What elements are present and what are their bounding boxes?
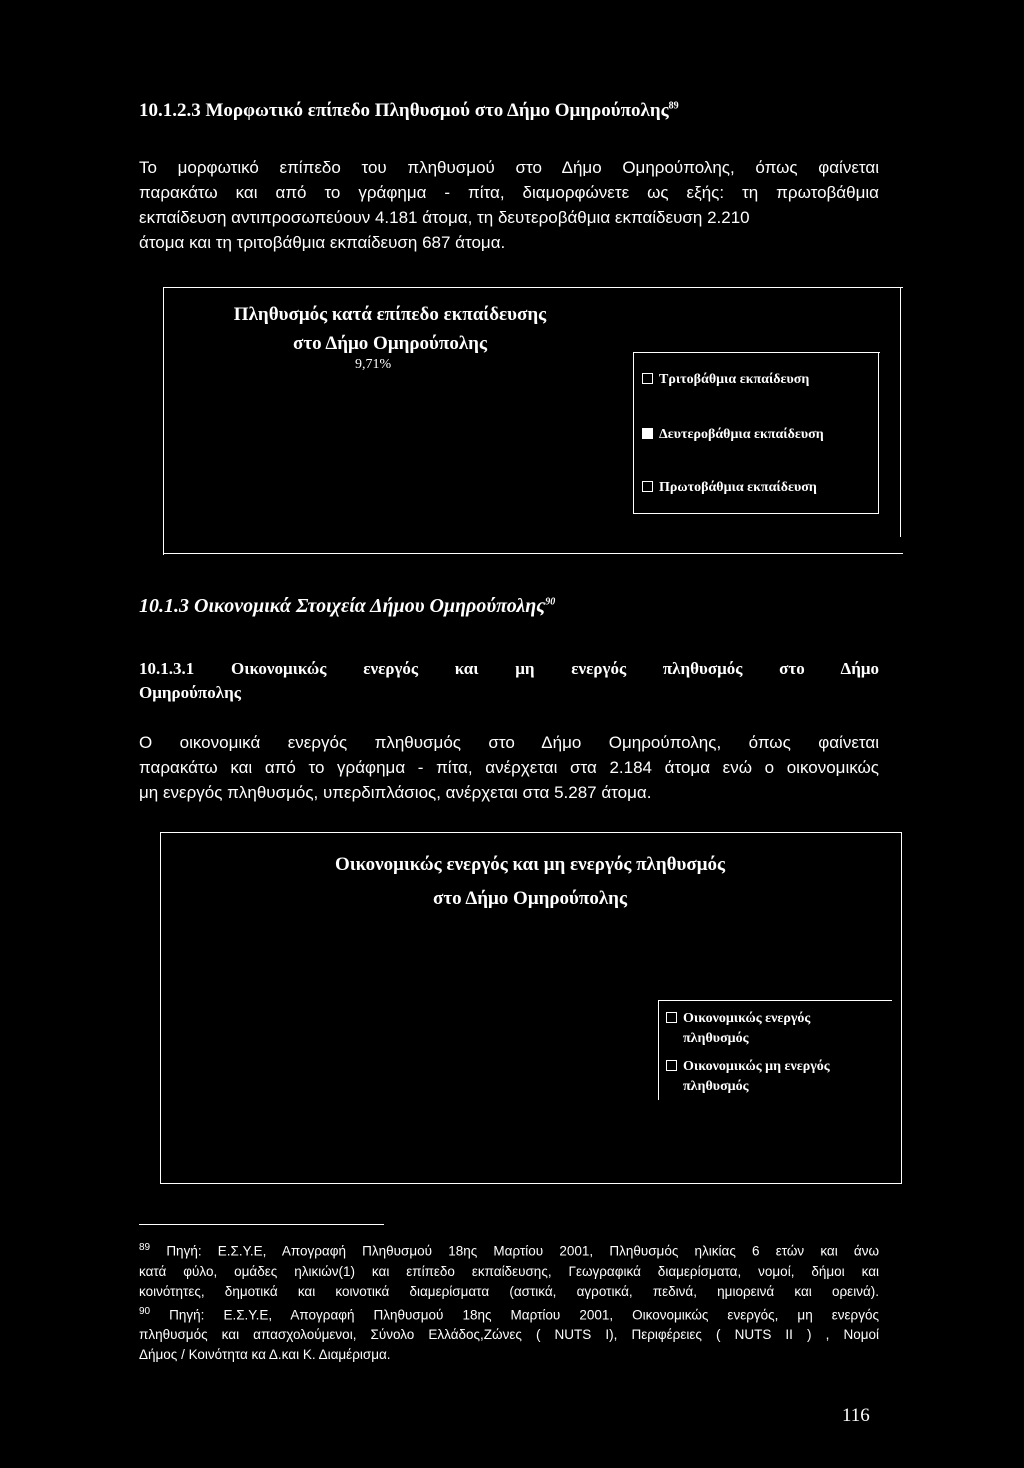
chart-title-line: Πληθυσμός κατά επίπεδο εκπαίδευσης (233, 304, 547, 325)
legend-label: Πρωτοβάθμια εκπαίδευση (659, 480, 817, 495)
legend-item-secondary (642, 427, 824, 443)
active-population-paragraph (139, 730, 879, 805)
footnote-line: πληθυσμός και απασχολούμενοι, Σύνολο Ελλάδος,Ζώνες ( NUTS I), Περιφέρειες ( NUTS II ) , Νομοί (139, 1327, 879, 1342)
section-heading-active-population (139, 657, 879, 705)
paragraph-line: μη ενεργός πληθυσμός, υπερδιπλάσιος, ανέρχεται στα 5.287 άτομα. (139, 783, 652, 802)
footnote-line: Δήμος / Κοινότητα κα Δ.και Κ. Διαμέρισμα. (139, 1347, 391, 1362)
legend-swatch-icon (642, 481, 653, 492)
chart-title-line: στο Δήμο Ομηρούπολης (293, 333, 487, 354)
legend-swatch-icon (642, 428, 653, 439)
legend-left-border (658, 1000, 659, 1100)
heading-line: 10.1.3.1 Οικονομικώς ενεργός και μη ενεργός πληθυσμός στο Δήμο (139, 659, 879, 678)
education-chart-title (180, 300, 600, 358)
economy-legend (658, 1000, 894, 1100)
legend-label: πληθυσμός (683, 1031, 749, 1046)
paragraph-line: άτομα και τη τριτοβάθμια εκπαίδευση 687 άτομα. (139, 233, 506, 252)
legend-label: Δευτεροβάθμια εκπαίδευση (659, 427, 824, 442)
legend-item-inactive (666, 1057, 830, 1097)
legend-label: Οικονομικώς ενεργός (683, 1011, 811, 1026)
legend-item-tertiary (642, 372, 809, 388)
heading-text: 10.1.3 Οικονομικά Στοιχεία Δήμου Ομηρούπολης (139, 595, 546, 617)
footnote-ref: 90 (545, 596, 556, 608)
chart-right-border (900, 287, 901, 537)
education-legend (633, 352, 879, 514)
footnote-line: Πηγή: Ε.Σ.Υ.Ε, Απογραφή Πληθυσμού 18ης Μαρτίου 2001, Πληθυσμός ηλικίας 6 ετών και άνω (166, 1243, 879, 1259)
chart-title-line: στο Δήμο Ομηρούπολης (433, 888, 627, 909)
chart-bottom-border (163, 553, 903, 554)
legend-swatch-icon (666, 1012, 677, 1023)
legend-top-border (658, 1000, 892, 1001)
legend-label: Τριτοβάθμια εκπαίδευση (659, 372, 810, 387)
economy-chart-title (200, 848, 860, 916)
footnote-line: Πηγή: Ε.Σ.Υ.Ε, Απογραφή Πληθυσμού 18ης Μαρτίου 2001, Οικονομικώς ενεργός, μη ενεργός (169, 1307, 879, 1322)
section-heading-economy (139, 595, 555, 618)
legend-label: Οικονομικώς μη ενεργός (683, 1059, 830, 1074)
footnote-line: κατά φύλο, ομάδες ηλικιών(1) και επίπεδο εκπαίδευσης, Γεωγραφικά διαμερίσματα, νομοί, δήμοι και (139, 1263, 879, 1279)
footnote-mark: 90 (139, 1305, 151, 1317)
footnotes (139, 1238, 879, 1365)
legend-top-border (634, 352, 880, 353)
footnote-separator (139, 1224, 384, 1225)
legend-swatch-icon (642, 373, 653, 384)
section-heading-education (139, 100, 679, 122)
paragraph-line: εκπαίδευση αντιπροσωπεύουν 4.181 άτομα, τη δευτεροβάθμια εκπαίδευση 2.210 (139, 208, 750, 227)
legend-swatch-icon (666, 1060, 677, 1071)
paragraph-line: παρακάτω και από το γράφημα - πίτα, διαμορφώνετε ως εξής: τη πρωτοβάθμια (139, 183, 879, 202)
chart-left-border (163, 287, 164, 555)
heading-text: 10.1.2.3 Μορφωτικό επίπεδο Πληθυσμού στο Δήμο Ομηρούπολης (139, 100, 669, 121)
chart-top-border (163, 287, 903, 288)
footnote-ref: 89 (668, 100, 679, 112)
footnote-mark: 89 (139, 1242, 151, 1253)
footnote-line: κοινότητες, δημοτικά και κοινοτικά διαμερίσματα (αστικά, αγροτικά, πεδινά, ημιορεινά και ορεινά). (139, 1283, 879, 1299)
heading-line: Ομηρούπολης (139, 683, 241, 702)
footnote-90 (139, 1302, 879, 1366)
footnote-89 (139, 1238, 879, 1302)
legend-item-active (666, 1009, 810, 1049)
education-paragraph (139, 155, 879, 255)
legend-label: πληθυσμός (683, 1079, 749, 1094)
paragraph-line: Ο οικονομικά ενεργός πληθυσμός στο Δήμο Ομηρούπολης, όπως φαίνεται (139, 733, 879, 752)
paragraph-line: παρακάτω και από το γράφημα - πίτα, ανέρχεται στα 2.184 άτομα ενώ ο οικονομικώς (139, 758, 879, 777)
chart-title-line: Οικονομικώς ενεργός και μη ενεργός πληθυσμός (334, 854, 726, 875)
paragraph-line: Το μορφωτικό επίπεδο του πληθυσμού στο Δήμο Ομηρούπολης, όπως φαίνεται (139, 158, 879, 177)
pie-data-label: 9,71% (355, 357, 392, 372)
page-number: 116 (842, 1405, 870, 1426)
legend-item-primary (642, 480, 817, 496)
